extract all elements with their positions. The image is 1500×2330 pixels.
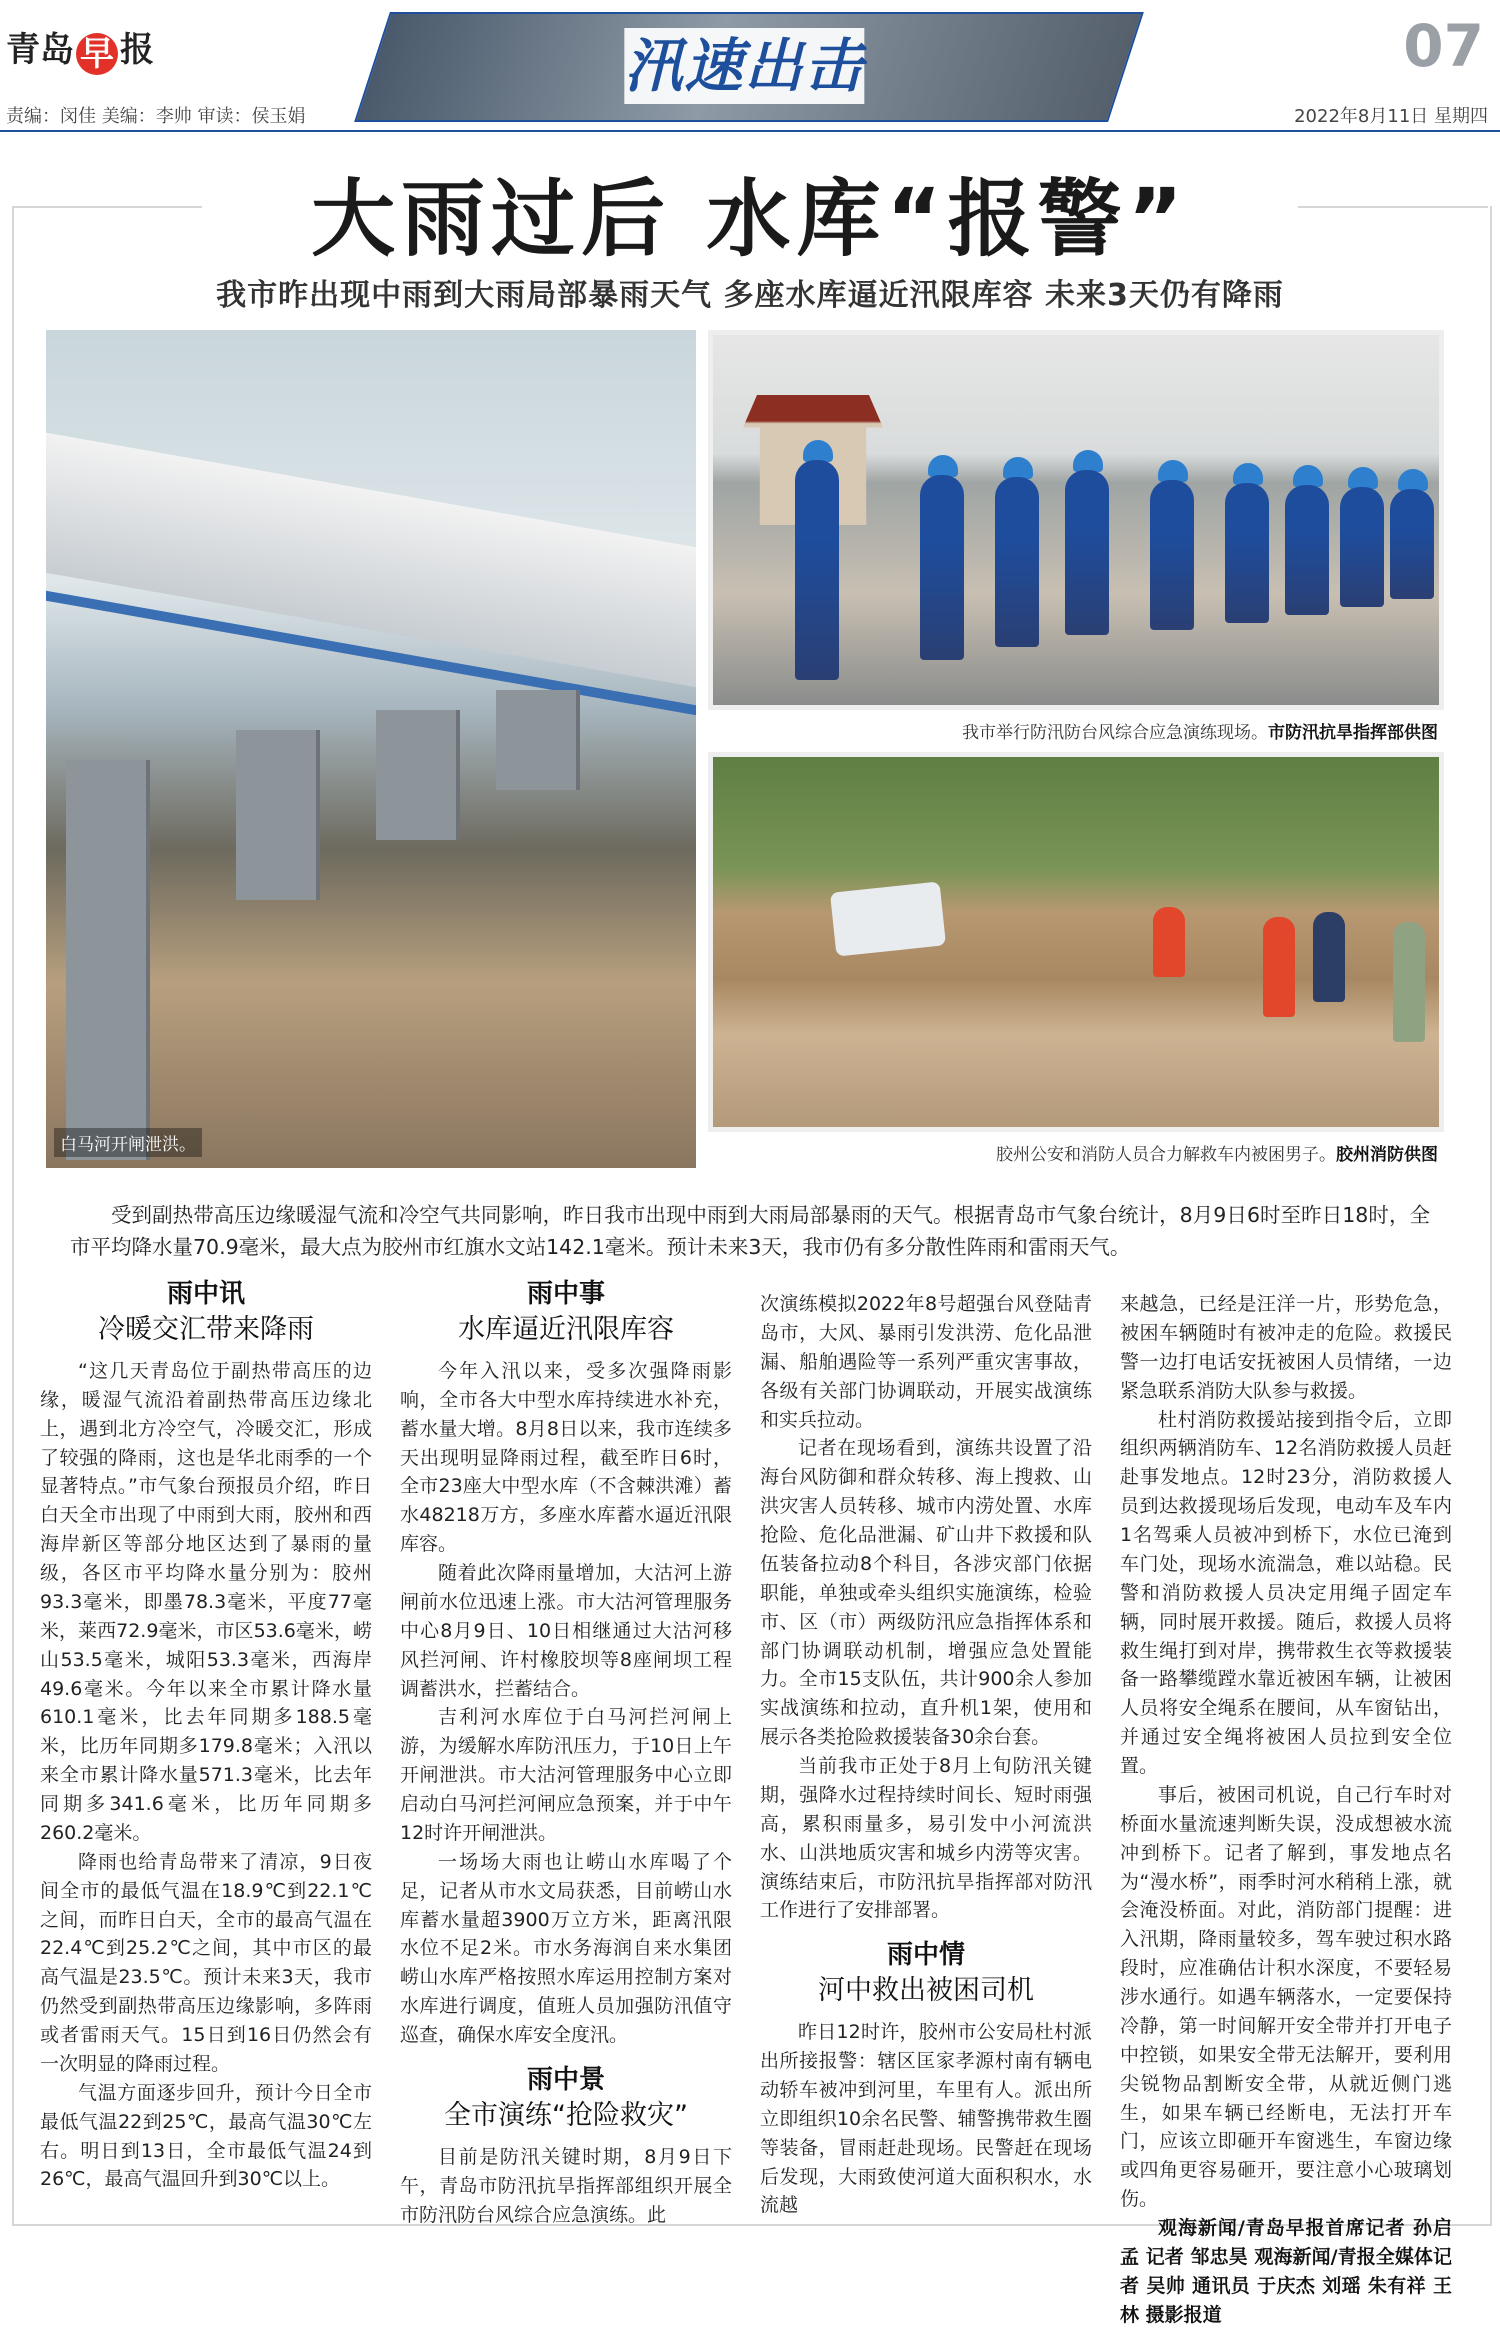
- issue-date: 2022年8月11日 星期四: [1294, 106, 1488, 127]
- lede-paragraph: 受到副热带高压边缘暖湿气流和冷空气共同影响，昨日我市出现中雨到大雨局部暴雨的天气。根据青岛市气象台统计，8月9日6时至昨日18时，全市平均降水量70.9毫米，最大点为胶州市红旗水文站142.1毫米。预计未来3天，我市仍有多分散性阵雨和雷雨天气。: [70, 1203, 1430, 1259]
- section-kicker: 雨中情: [886, 1940, 965, 1971]
- police-figure: [1313, 912, 1345, 1002]
- column-3: [760, 1290, 1092, 2220]
- paragraph: 气温方面逐步回升，预计今日全市最低气温22到25℃，最高气温30℃左右。明日到13日，全市最低气温24到26℃，最高气温回升到30℃以上。: [40, 2081, 372, 2191]
- paragraph: 一场场大雨也让崂山水库喝了个足，记者从市水文局获悉，目前崂山水库蓄水量超3900万立方米，距离汛限水位不足2米。市水务海润自来水集团崂山水库严格按照水库运用控制方案对水库进行调度，值班人员加强防汛值守巡查，确保水库安全度汛。: [400, 1850, 732, 2047]
- rescuer-figure: [1340, 487, 1384, 607]
- bridge-pier: [496, 690, 580, 790]
- banner-title: 汛速出击: [624, 28, 864, 104]
- paragraph: 降雨也给青岛带来了清凉，9日夜间全市的最低气温在18.9℃到22.1℃之间，而昨日白天，全市的最高气温在22.4℃到25.2℃之间，其中市区的最高气温是23.5℃。预计未来3天，我市仍然受到副热带高压边缘影响，多阵雨或者雷雨天气。15日到16日仍然会有一次明显的降雨过程。: [40, 1850, 372, 2075]
- column-4: [1120, 1290, 1452, 2330]
- subheadline: 我市昨出现中雨到大雨局部暴雨天气 多座水库逼近汛限库容 未来3天仍有降雨: [216, 278, 1284, 313]
- photo-a-caption: 白马河开闸泄洪。: [54, 1128, 202, 1157]
- paragraph: 吉利河水库位于白马河拦河闸上游，为缓解水库防汛压力，于10日上午开闸泄洪。市大沽河管理服务中心立即启动白马河拦河闸应急预案，并于中午12时许开闸泄洪。: [400, 1706, 732, 1844]
- paragraph: 次演练模拟2022年8号超强台风登陆青岛市，大风、暴雨引发洪涝、危化品泄漏、船舶遇险等一系列严重灾害事故，各级有关部门协调联动，开展实战演练和实兵拉动。: [760, 1293, 1092, 1431]
- column-1: [40, 1278, 372, 2194]
- rescuer-figure: [1153, 907, 1185, 977]
- photo-river-rescue: [708, 752, 1444, 1132]
- rescuer-figure: [1150, 480, 1194, 630]
- paragraph: “这几天青岛位于副热带高压的边缘，暖湿气流沿着副热带高压边缘北上，遇到北方冷空气，冷暖交汇，形成了较强的降雨，这也是华北雨季的一个显著特点。”市气象台预报员介绍，昨日白天全市出现了中雨到大雨，胶州和西海岸新区等部分地区达到了暴雨的量级，各区市平均降水量分别为：胶州93.3毫米，即墨78.3毫米，平度77毫米，莱西72.9毫米，市区53.6毫米，崂山53.5毫米，城阳53.3毫米，西海岸49.6毫米。今年以来全市累计降水量610.1毫米，比去年同期多188.5毫米，比历年同期多179.8毫米；入汛以来全市累计降水量571.3毫米，比去年同期多341.6毫米，比历年同期多260.2毫米。: [40, 1359, 372, 1844]
- rescuer-figure: [995, 477, 1039, 647]
- section-kicker: 雨中事: [526, 1279, 605, 1309]
- rescuer-figure: [1065, 470, 1109, 635]
- section-banner: [354, 12, 1144, 122]
- paragraph: 随着此次降雨量增加，大沽河上游闸前水位迅速上涨。市大沽河管理服务中心8月9日、10日相继通过大沽河移风拦河闸、许村橡胶坝等8座闸坝工程调蓄洪水，拦蓄结合。: [400, 1562, 732, 1700]
- bridge-pier: [66, 760, 150, 1160]
- editor-credits: 责编：闵佳 美编：李帅 审读：侯玉娟: [6, 106, 306, 127]
- rescuer-figure: [1285, 485, 1329, 615]
- paragraph: 目前是防汛关键时期，8月9日下午，青岛市防汛抗旱指挥部组织开展全市防汛防台风综合应急演练。此: [400, 2145, 732, 2226]
- bridge-pier: [376, 710, 460, 840]
- photo-b-caption: 我市举行防汛防台风综合应急演练现场。市防汛抗旱指挥部供图: [962, 723, 1438, 743]
- section-title: 水库逼近汛限库容: [458, 1313, 674, 1345]
- page-number: 07: [1403, 12, 1484, 80]
- paragraph: 当前我市正处于8月上旬防汛关键期，强降水过程持续时间长、短时雨强高，累积雨量多，易引发中小河流洪水、山洪地质灾害和城乡内涝等灾害。演练结束后，市防汛抗旱指挥部对防汛工作进行了安排部署。: [760, 1755, 1092, 1922]
- rescuer-figure: [1390, 489, 1434, 599]
- byline: 观海新闻/青岛早报首席记者 孙启孟 记者 邹忠昊 观海新闻/青报全媒体记者 吴帅 通讯员 于庆杰 刘瑶 朱有祥 王林 摄影报道: [1120, 2217, 1452, 2326]
- newspaper-logo: 青岛 早 报: [6, 30, 154, 74]
- section-kicker: 雨中讯: [166, 1279, 245, 1309]
- header-rule: [0, 130, 1500, 132]
- section-title: 河中救出被困司机: [818, 1975, 1034, 2007]
- rescuer-figure: [1225, 483, 1269, 623]
- rescuer-figure: [920, 475, 964, 660]
- bystander-figure: [1393, 922, 1425, 1042]
- photo-sluice-release: [46, 330, 696, 1168]
- paragraph: 杜村消防救援站接到指令后，立即组织两辆消防车、12名消防救援人员赶赴事发地点。12时23分，消防救援人员到达救援现场后发现，电动车及车内1名驾乘人员被冲到桥下，水位已淹到车门处，现场水流湍急，难以站稳。民警和消防救援人员决定用绳子固定车辆，同时展开救援。随后，救援人员将救生绳打到对岸，携带救生衣等救援装备一路攀缆蹚水靠近被困车辆，让被困人员将安全绳系在腰间，从车窗钻出，并通过安全绳将被困人员拉到安全位置。: [1120, 1408, 1452, 1777]
- paragraph: 来越急，已经是汪洋一片，形势危急，被困车辆随时有被冲走的危险。救援民警一边打电话安抚被困人员情绪，一边紧急联系消防大队参与救援。: [1120, 1293, 1452, 1402]
- column-2: [400, 1278, 732, 2229]
- paragraph: 今年入汛以来，受多次强降雨影响，全市各大中型水库持续进水补充，蓄水量大增。8月8日以来，我市连续多天出现明显降雨过程，截至昨日6时，全市23座大中型水库（不含棘洪滩）蓄水48218万方，多座水库蓄水逼近汛限库容。: [400, 1359, 732, 1556]
- photo-c-caption: 胶州公安和消防人员合力解救车内被困男子。胶州消防供图: [996, 1145, 1438, 1165]
- section-title: 冷暖交汇带来降雨: [98, 1313, 314, 1345]
- section-title: 全市演练“抢险救灾”: [444, 2099, 688, 2131]
- paragraph: 昨日12时许，胶州市公安局杜村派出所接报警：辖区匡家孝源村南有辆电动轿车被冲到河里，车里有人。派出所立即组织10余名民警、辅警携带救生圈等装备，冒雨赶赴现场。民警赶在现场后发现，大雨致使河道大面积积水，水流越: [760, 2021, 1092, 2217]
- section-kicker: 雨中景: [526, 2064, 605, 2095]
- logo-badge: 早: [76, 33, 118, 75]
- paragraph: 事后，被困司机说，自己行车时对桥面水量流速判断失误，没成想被水流冲到桥下。记者了解到，事发地点名为“漫水桥”，雨季时河水稍稍上涨，就会淹没桥面。对此，消防部门提醒：进入汛期，降雨量较多，驾车驶过积水路段时，应准确估计积水深度，不要轻易涉水通行。如遇车辆落水，一定要保持冷静，第一时间解开安全带并打开电子中控锁，如果安全带无法解开，要利用尖锐物品割断安全带，从就近侧门逃生，如果车辆已经断电，无法打开车门，应该立即砸开车窗逃生，车窗边缘或四角更容易砸开，要注意小心玻璃划伤。: [1120, 1783, 1452, 2211]
- headline: 大雨过后 水库“报警”: [311, 170, 1189, 268]
- rescuer-figure: [795, 460, 839, 680]
- bridge-pier: [236, 730, 320, 900]
- rescuer-figure: [1263, 917, 1295, 1017]
- paragraph: 记者在现场看到，演练共设置了沿海台风防御和群众转移、海上搜救、山洪灾害人员转移、城市内涝处置、水库抢险、危化品泄漏、矿山井下救援和队伍装备拉动8个科目，各涉灾部门依据职能，单独或牵头组织实施演练，检验市、区（市）两级防汛应急指挥体系和部门协调联动机制，增强应急处置能力。全市15支队伍，共计900余人参加实战演练和拉动，直升机1架，使用和展示各类抢险救援装备30余台套。: [760, 1437, 1092, 1749]
- stranded-car: [830, 881, 946, 956]
- photo-drill: [708, 330, 1444, 710]
